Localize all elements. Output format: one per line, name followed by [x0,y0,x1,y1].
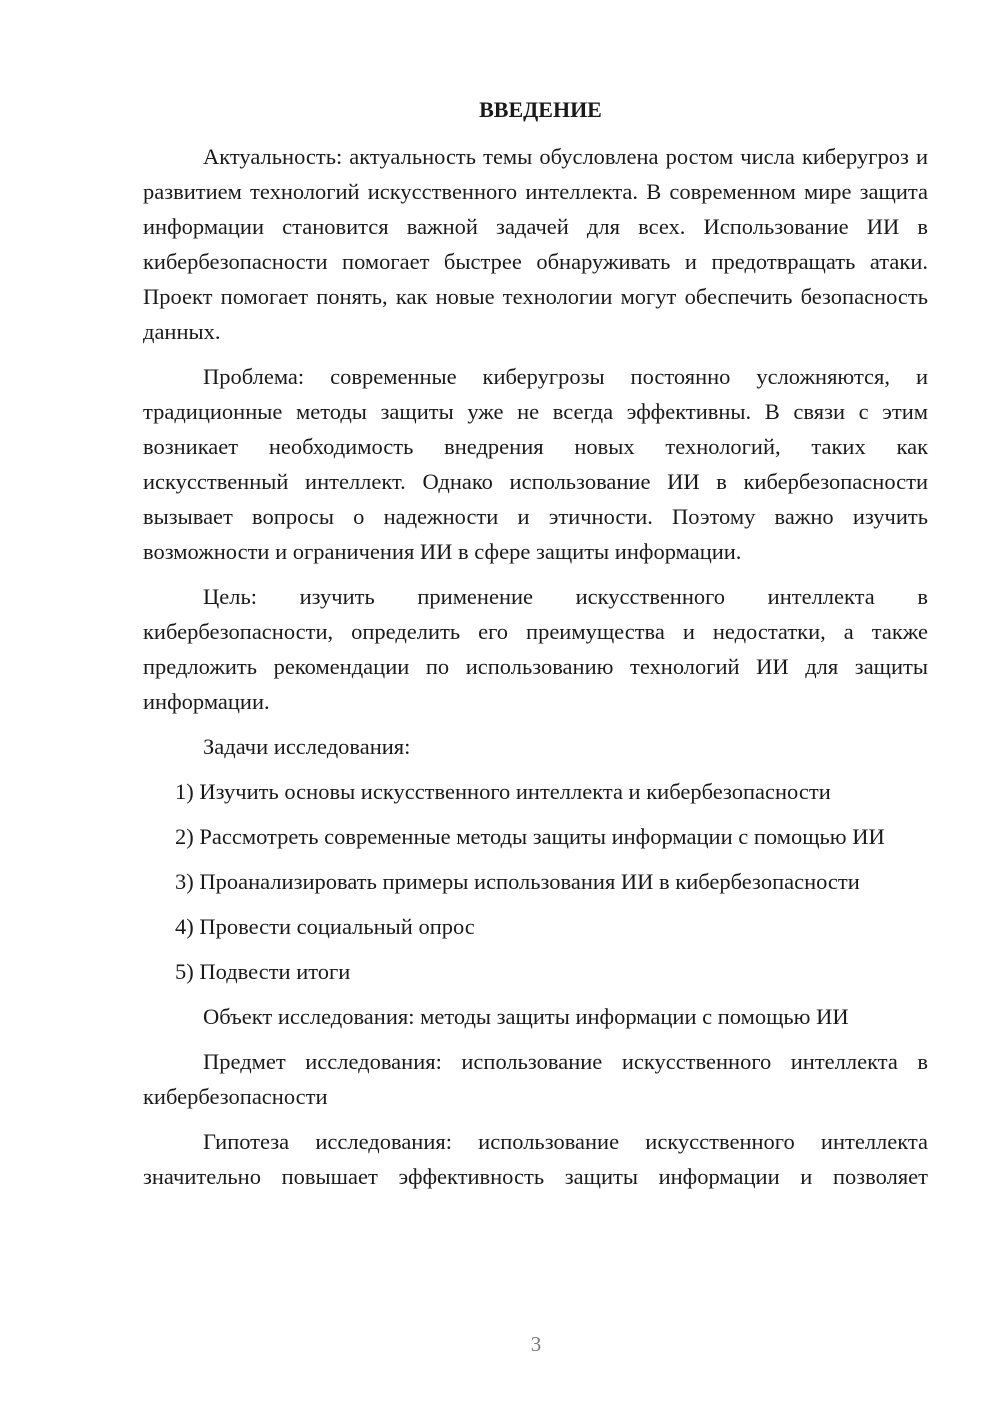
task-item-3: 3) Проанализировать примеры использования ИИ в кибербезопасности [175,869,860,894]
page-number: 3 [530,1332,542,1356]
relevance-paragraph: Актуальность: актуальность темы обусловлена ростом числа киберугроз и развитием технологий искусственного интеллекта. В современном мире защита информации становится важной задачей для всех. Использование ИИ в кибербезопасности помогает быстрее обнаруживать и предотвращать атаки. Проект помогает понять, как новые технологии могут обеспечить безопасность данных. [143,144,928,344]
task-item-1: 1) Изучить основы искусственного интеллекта и кибербезопасности [175,779,831,804]
task-item-4: 4) Провести социальный опрос [175,914,475,939]
task-item-5: 5) Подвести итоги [175,959,351,984]
object-paragraph: Объект исследования: методы защиты информации с помощью ИИ [203,1004,849,1029]
tasks-heading: Задачи исследования: [203,734,411,759]
page-content [143,92,928,1194]
subject-paragraph: Предмет исследования: использование искусственного интеллекта в кибербезопасности [143,1049,928,1109]
goal-paragraph: Цель: изучить применение искусственного интеллекта в кибербезопасности, определить его преимущества и недостатки, а также предложить рекомендации по использованию технологий ИИ для защиты информации. [143,584,928,714]
problem-paragraph: Проблема: современные киберугрозы постоянно усложняются, и традиционные методы защиты уже не всегда эффективны. В связи с этим возникает необходимость внедрения новых технологий, таких как искусственный интеллект. Однако использование ИИ в кибербезопасности вызывает вопросы о надежности и этичности. Поэтому важно изучить возможности и ограничения ИИ в сфере защиты информации. [143,364,928,564]
task-item-2: 2) Рассмотреть современные методы защиты информации с помощью ИИ [175,824,885,849]
hypothesis-paragraph: Гипотеза исследования: использование искусственного интеллекта значительно повышает эффективность защиты информации и позволяет [143,1129,928,1189]
page-title: ВВЕДЕНИЕ [479,97,602,122]
